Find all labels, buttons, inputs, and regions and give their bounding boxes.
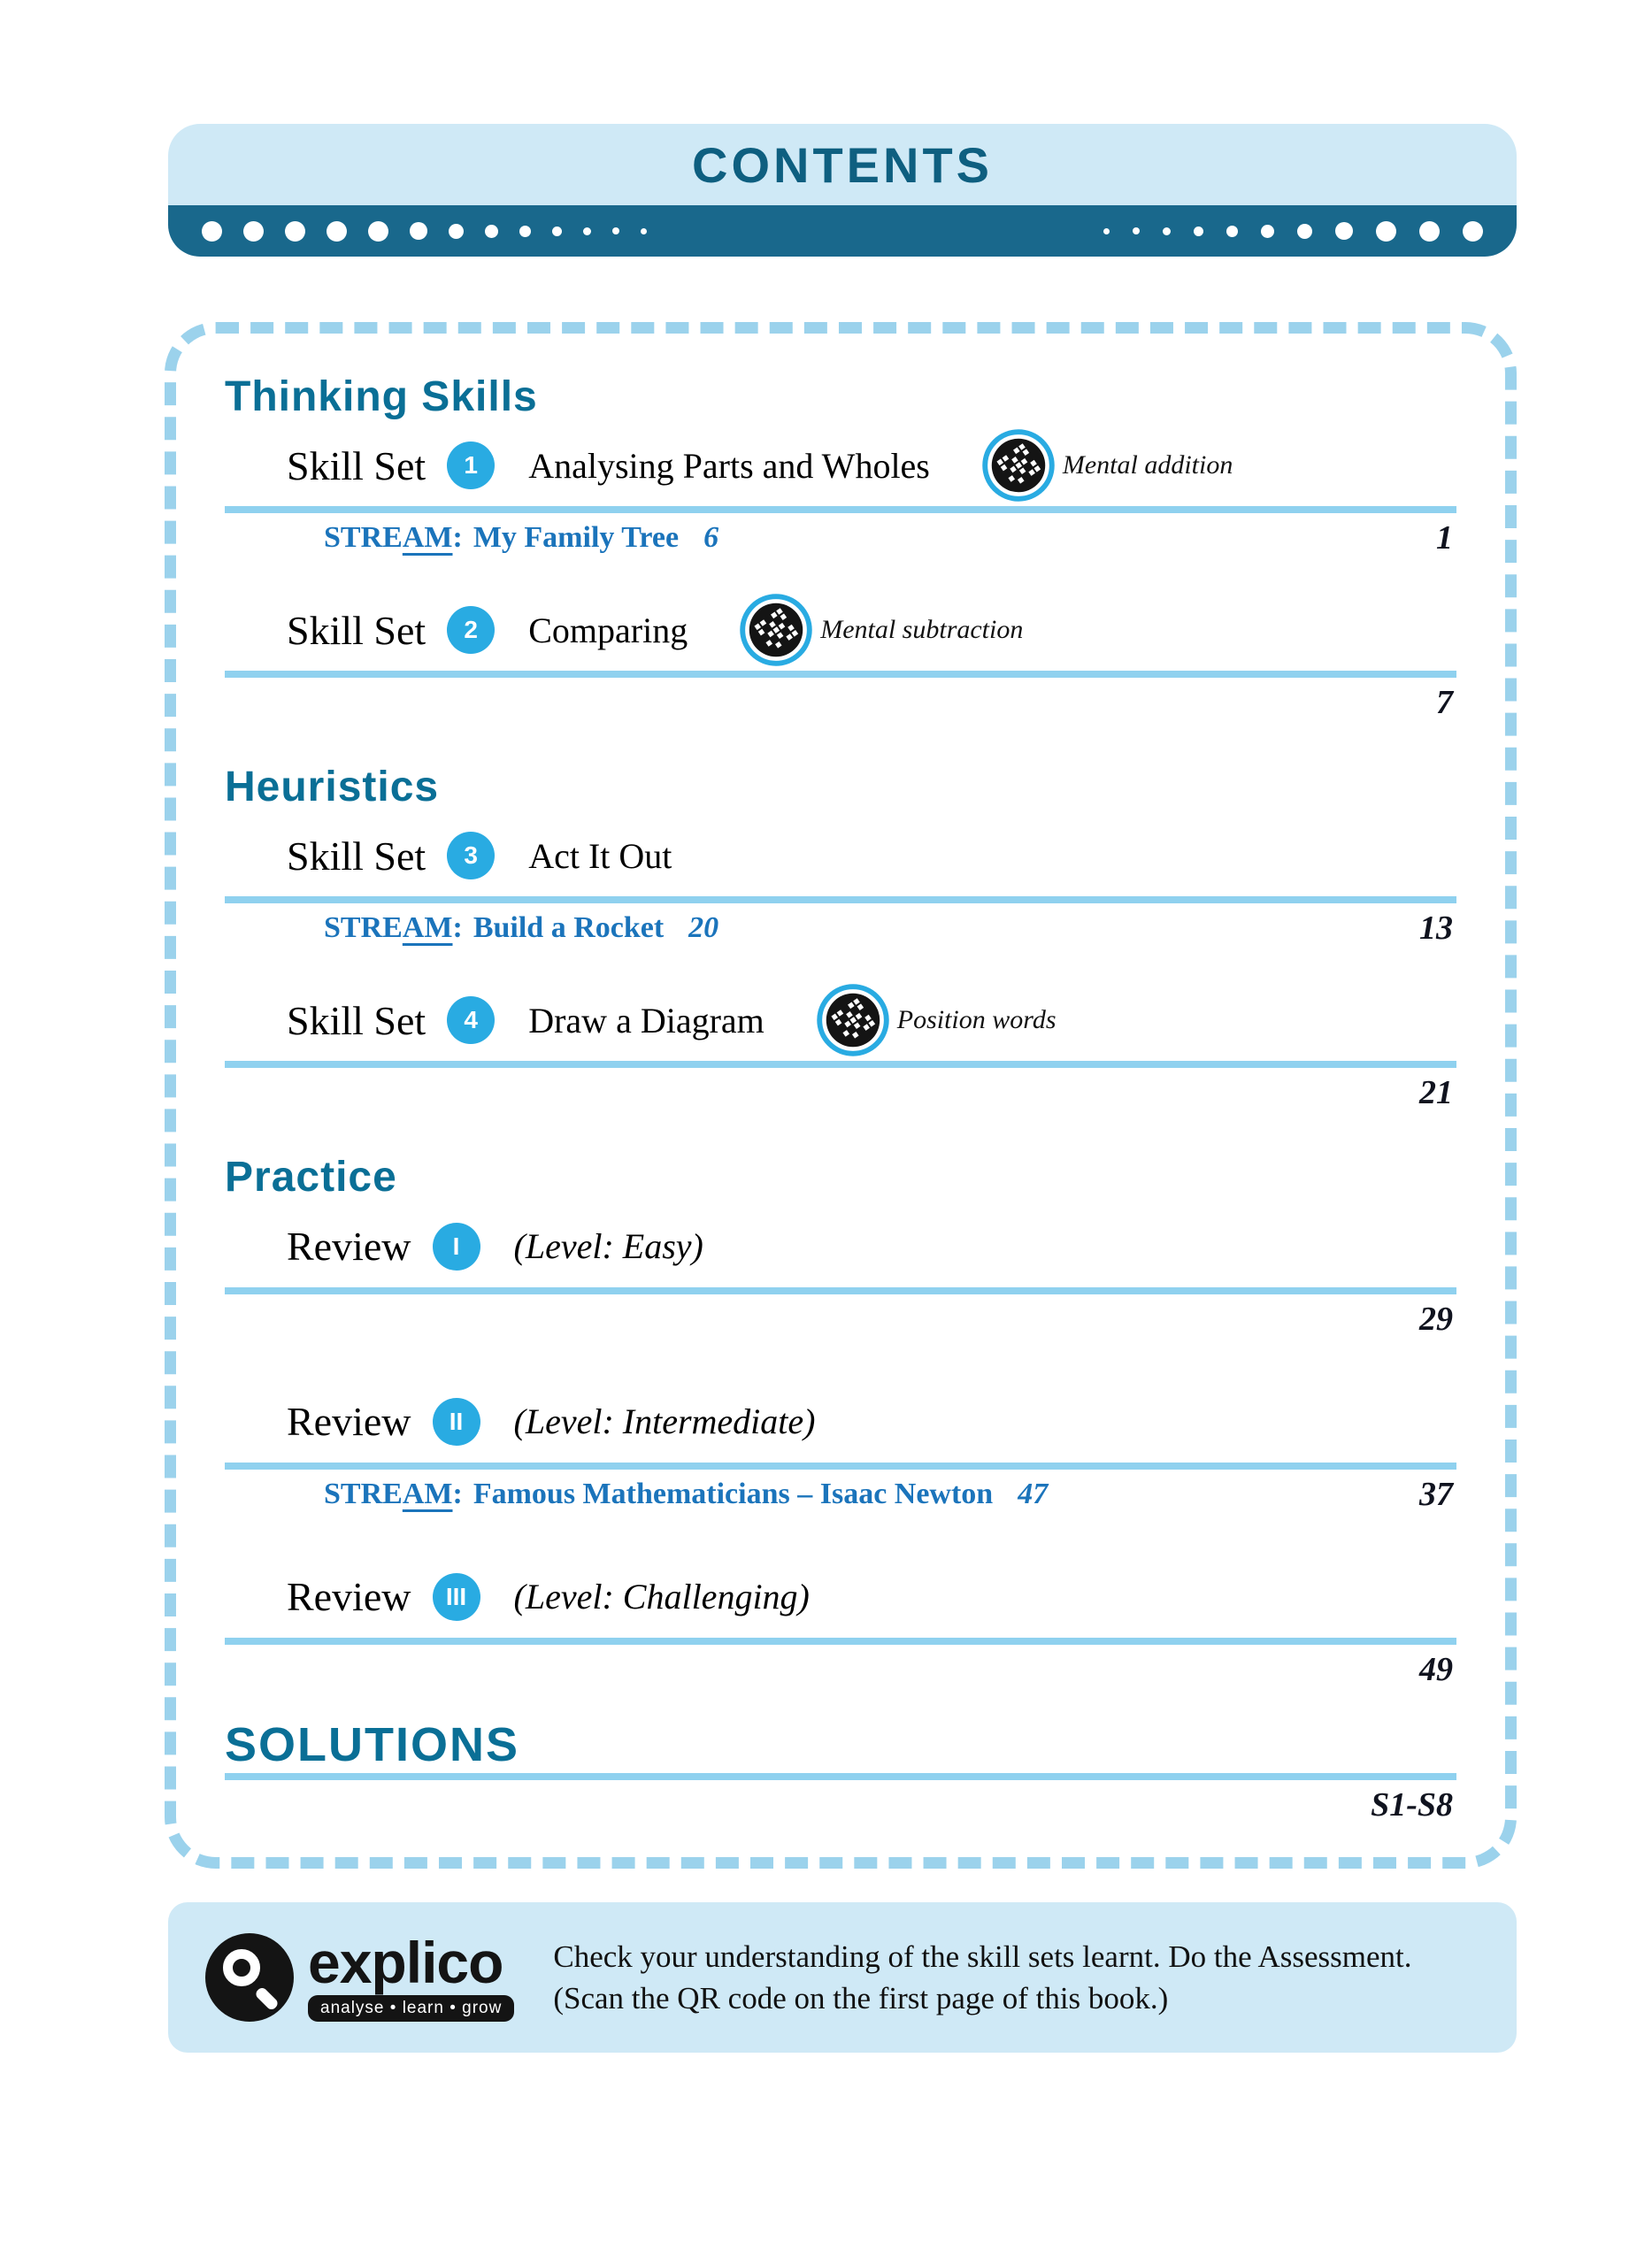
contents-header <box>168 124 1517 257</box>
entry-row <box>225 817 1456 894</box>
dot-icon <box>1463 221 1483 242</box>
stream-page-number: 6 <box>703 521 719 555</box>
entry-label: Skill Set <box>287 833 426 879</box>
stream-word-underlined: AM <box>402 911 453 945</box>
divider-rule <box>225 1061 1456 1068</box>
stream-colon: : <box>452 1477 463 1510</box>
entry-label: Skill Set <box>287 997 426 1043</box>
review-numeral-badge: III <box>433 1573 480 1621</box>
divider-rule <box>225 1463 1456 1470</box>
divider-rule <box>225 506 1456 513</box>
dot-icon <box>641 228 647 234</box>
dot-icon <box>1163 227 1171 235</box>
dot-icon <box>485 225 498 238</box>
entry-below-row <box>225 910 1456 953</box>
review-numeral-badge: I <box>433 1223 480 1271</box>
stream-colon: : <box>452 911 463 945</box>
page-number: S1-S8 <box>1371 1785 1453 1824</box>
stream-word: STRE <box>324 911 403 945</box>
entry-label: Skill Set <box>287 607 426 653</box>
toc-entry-skillset-1 <box>225 426 1456 563</box>
skillset-number-badge: 1 <box>447 441 495 489</box>
assessment-note-line2: (Scan the QR code on the first page of this book.) <box>553 1981 1169 2015</box>
entry-label: Review <box>287 1224 411 1270</box>
divider-rule <box>225 896 1456 903</box>
review-numeral-badge: II <box>433 1398 480 1446</box>
entry-below-row <box>225 520 1456 563</box>
entry-title: (Level: Challenging) <box>513 1577 810 1617</box>
magnifier-logo-icon <box>205 1933 294 2022</box>
dot-icon <box>612 227 619 234</box>
entry-title: (Level: Intermediate) <box>513 1401 816 1442</box>
dot-icon <box>1133 227 1140 234</box>
qr-note: Mental subtraction <box>820 615 1024 645</box>
dot-icon <box>1226 226 1238 237</box>
entry-title: Comparing <box>528 610 688 650</box>
stream-page-number: 20 <box>688 911 719 945</box>
qr-wrap <box>816 983 1057 1057</box>
assessment-note-line1: Check your understanding of the skill sets learnt. Do the Assessment. <box>553 1939 1412 1974</box>
page-number: 7 <box>1436 684 1453 722</box>
skillset-number-badge: 2 <box>447 606 495 654</box>
dot-icon <box>368 221 388 242</box>
stream-word-underlined: AM <box>402 1477 453 1510</box>
stream-page-number: 47 <box>1018 1477 1049 1510</box>
skillset-number-badge: 4 <box>447 996 495 1044</box>
entry-below-row <box>225 685 1456 727</box>
section-title-practice: Practice <box>225 1154 397 1202</box>
entry-title: Analysing Parts and Wholes <box>528 445 930 486</box>
page-number: 29 <box>1419 1300 1453 1338</box>
entry-below-row <box>225 1075 1456 1117</box>
dot-icon <box>410 222 427 240</box>
entry-row <box>225 981 1456 1059</box>
entry-title: (Level: Easy) <box>513 1226 703 1267</box>
toc-entry-skillset-2 <box>225 591 1456 727</box>
section-title-heuristics: Heuristics <box>225 764 440 811</box>
stream-word: STRE <box>324 521 403 555</box>
entry-below-row <box>225 1301 1456 1344</box>
divider-rule <box>225 1773 1456 1780</box>
dot-icon <box>202 221 222 242</box>
page-number: 13 <box>1419 910 1453 948</box>
stream-title: Famous Mathematicians – Isaac Newton <box>473 1477 994 1510</box>
stream-colon: : <box>452 521 463 555</box>
dot-icon <box>1335 222 1353 240</box>
dot-icon <box>1261 225 1274 238</box>
divider-rule <box>225 1287 1456 1294</box>
decorative-dots-right <box>1080 221 1483 242</box>
entry-below-row <box>225 1477 1456 1519</box>
page-number: 49 <box>1419 1650 1453 1688</box>
stream-feature <box>225 910 718 947</box>
magnifier-lens <box>223 1949 260 1986</box>
toc-entry-review-2 <box>225 1383 1456 1519</box>
brand-tagline: analyse • learn • grow <box>308 1995 514 2022</box>
entry-row <box>225 426 1456 504</box>
entry-label: Review <box>287 1399 411 1445</box>
qr-code-icon <box>739 593 813 667</box>
page-number: 1 <box>1436 519 1453 557</box>
toc-entry-review-1 <box>225 1208 1456 1344</box>
divider-rule <box>225 1638 1456 1645</box>
entry-label: Skill Set <box>287 442 426 488</box>
stream-word: STRE <box>324 1477 403 1510</box>
qr-note: Mental addition <box>1062 450 1233 480</box>
stream-word-underlined: AM <box>402 521 453 555</box>
decorative-dots-left <box>202 221 668 242</box>
dot-icon <box>1297 224 1312 239</box>
brand-name: explico <box>308 1930 503 1995</box>
page-title: CONTENTS <box>692 137 993 193</box>
qr-note: Position words <box>896 1005 1057 1035</box>
qr-code-icon <box>816 983 890 1057</box>
dot-icon <box>583 227 591 235</box>
entry-row <box>225 591 1456 669</box>
section-title-thinking-skills: Thinking Skills <box>225 373 538 420</box>
dot-icon <box>327 221 347 242</box>
stream-title: Build a Rocket <box>473 911 665 945</box>
stream-feature <box>225 520 718 557</box>
entry-label: Review <box>287 1574 411 1620</box>
dot-icon <box>449 224 464 239</box>
entry-below-row <box>225 1787 1456 1830</box>
dot-icon <box>1376 221 1396 242</box>
dot-icon <box>519 226 531 237</box>
skillset-number-badge: 3 <box>447 832 495 879</box>
entry-row <box>225 1383 1456 1461</box>
dot-icon <box>1194 226 1203 236</box>
entry-row <box>225 1558 1456 1636</box>
footer-bar <box>168 1902 1517 2053</box>
page-number: 21 <box>1419 1074 1453 1112</box>
toc-entry-skillset-3 <box>225 817 1456 953</box>
assessment-note <box>553 1936 1411 2020</box>
page-number: 37 <box>1419 1475 1453 1513</box>
magnifier-handle <box>254 1986 280 2012</box>
toc-box <box>165 322 1517 1869</box>
entry-title: Draw a Diagram <box>528 1000 765 1040</box>
qr-wrap <box>981 428 1233 503</box>
entry-below-row <box>225 1652 1456 1694</box>
stream-title: My Family Tree <box>473 521 680 555</box>
logo-text <box>308 1930 514 2022</box>
dot-icon <box>1419 221 1440 242</box>
entry-row <box>225 1208 1456 1286</box>
section-title-solutions: SOLUTIONS <box>225 1717 520 1771</box>
divider-rule <box>225 671 1456 678</box>
qr-wrap <box>739 593 1023 667</box>
toc-entry-skillset-4 <box>225 981 1456 1117</box>
stream-feature <box>225 1477 1048 1513</box>
dot-icon <box>552 226 562 236</box>
entry-title: Act It Out <box>528 835 672 876</box>
dot-icon <box>1103 228 1110 234</box>
header-band <box>168 205 1517 257</box>
toc-entry-review-3 <box>225 1558 1456 1694</box>
dot-icon <box>243 221 264 242</box>
dot-icon <box>285 221 305 242</box>
explico-logo <box>205 1930 514 2022</box>
qr-code-icon <box>981 428 1056 503</box>
